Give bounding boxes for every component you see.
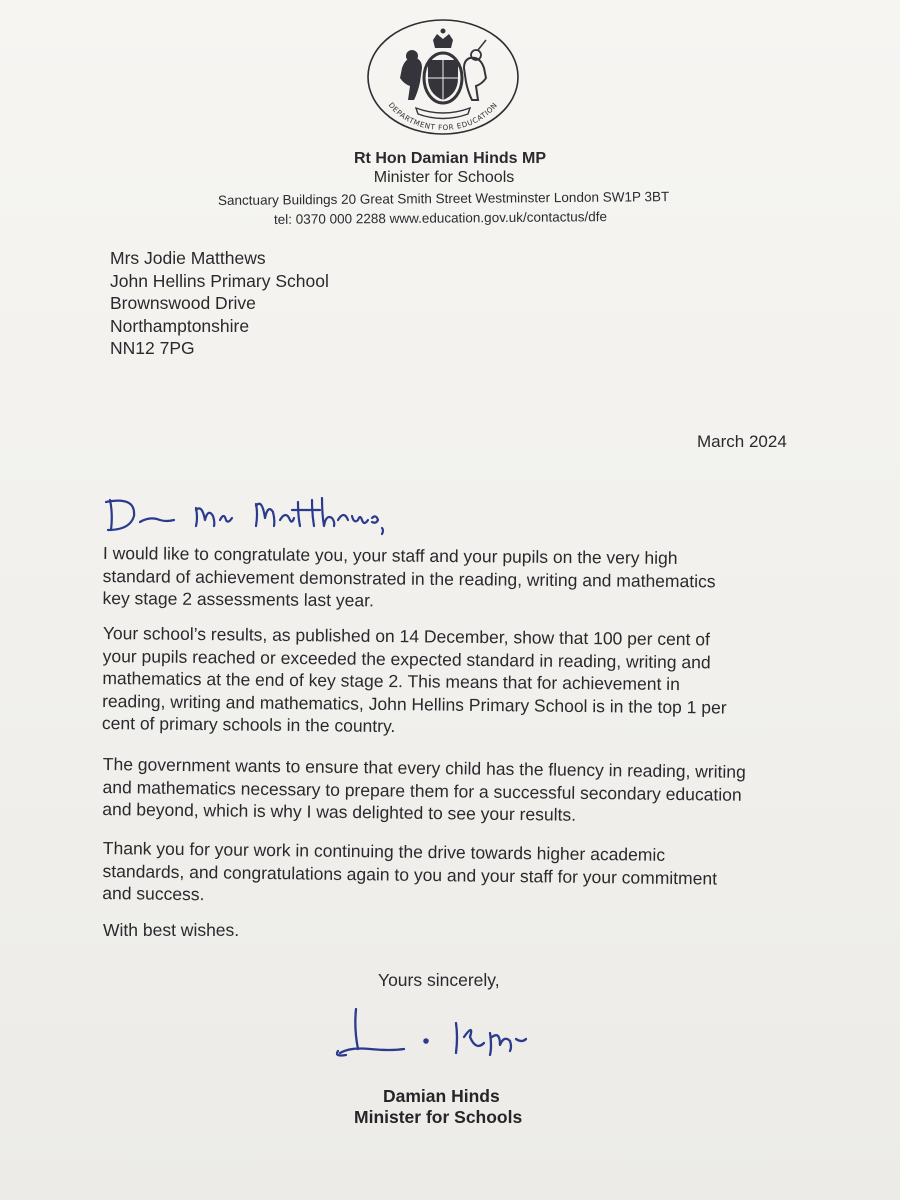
department-contact: tel: 0370 000 2288 www.education.gov.uk/contactus/dfe — [273, 209, 608, 227]
closing-wishes: With best wishes. — [103, 920, 240, 940]
p4-line: Thank you for your work in continuing the drive towards higher academic — [102, 837, 666, 865]
p2-line: cent of primary schools in the country. — [101, 712, 396, 737]
paragraph-thanks — [102, 837, 803, 913]
royal-coat-of-arms-crest — [366, 18, 520, 136]
recipient-school: John Hellins Primary School — [110, 270, 329, 291]
minister-role: Minister for Schools — [373, 169, 515, 186]
p1-line: key stage 2 assessments last year. — [102, 587, 374, 611]
svg-text:DEPARTMENT FOR EDUCATION — [387, 101, 499, 133]
crest-department-text: DEPARTMENT FOR EDUCATION — [386, 100, 500, 133]
recipient-name: Mrs Jodie Matthews — [110, 248, 266, 268]
handwritten-signature — [330, 1003, 560, 1073]
closing-sincerely: Yours sincerely, — [378, 970, 500, 990]
p2-line: Your school’s results, as published on 14 December, show that 100 per cent of — [102, 622, 711, 650]
minister-name: Rt Hon Damian Hinds MP — [353, 150, 546, 167]
p3-line: The government wants to ensure that every child has the fluency in reading, writing — [102, 753, 746, 782]
p2-line: reading, writing and mathematics, John Hellins Primary School is in the top 1 per — [102, 690, 727, 718]
paragraph-congratulations — [102, 542, 803, 616]
p4-line: standards, and congratulations again to you and your staff for your commitment — [102, 860, 718, 889]
p2-line: your pupils reached or exceeded the expected standard in reading, writing and — [102, 645, 711, 672]
p1-line: standard of achievement demonstrated in the reading, writing and mathematics — [102, 565, 716, 591]
p2-line: mathematics at the end of key stage 2. This means that for achievement in — [102, 667, 680, 695]
paragraph-government — [102, 753, 803, 829]
p4-line: and success. — [102, 882, 205, 905]
handwritten-salutation — [100, 486, 400, 536]
recipient-street: Brownswood Drive — [110, 293, 256, 313]
letter-date: March 2024 — [697, 432, 787, 451]
signatory-name: Damian Hinds — [383, 1086, 500, 1106]
paragraph-results — [102, 622, 803, 742]
signatory-role: Minister for Schools — [354, 1107, 523, 1127]
recipient-county: Northamptonshire — [110, 315, 250, 336]
p1-line: I would like to congratulate you, your staff and your pupils on the very high — [102, 542, 678, 569]
p3-line: and beyond, which is why I was delighted to see your results. — [102, 798, 577, 825]
department-address: Sanctuary Buildings 20 Great Smith Street Westminster London SW1P 3BT — [217, 189, 670, 208]
p3-line: and mathematics necessary to prepare them for a successful secondary education — [102, 776, 742, 805]
recipient-postcode: NN12 7PG — [110, 338, 195, 358]
recipient-address-block — [110, 247, 329, 360]
